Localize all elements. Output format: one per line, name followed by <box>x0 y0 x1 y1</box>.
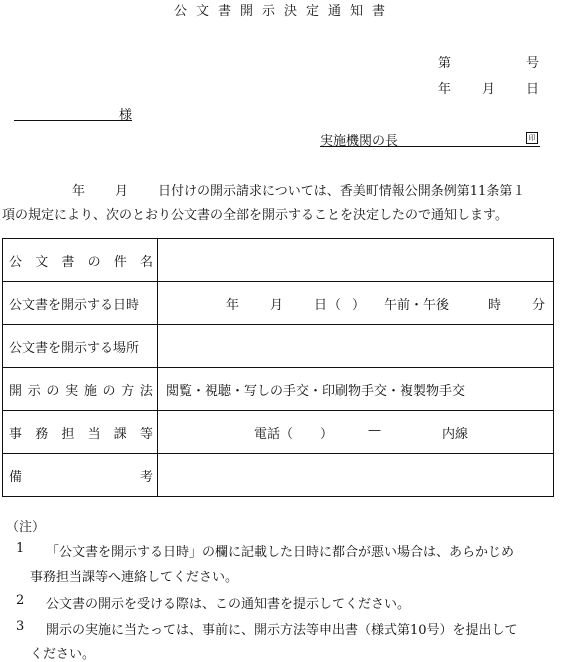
dt-day-label: 日 <box>314 298 328 313</box>
table-row <box>3 239 554 282</box>
label-subject: 公 文 書 の 件 名 <box>9 254 153 270</box>
remarks-value-cell[interactable] <box>158 454 554 497</box>
date-year-label: 年 <box>438 82 452 97</box>
extension-label: 内線 <box>442 427 469 442</box>
dt-paren-close: ） <box>352 298 366 313</box>
datetime-value-cell[interactable] <box>158 282 554 325</box>
row-label-cell <box>3 239 158 282</box>
body-month-label: 月 <box>115 184 129 199</box>
table-row <box>3 325 554 368</box>
phone-dash: — <box>368 423 381 438</box>
body-line-1 <box>4 180 525 204</box>
row-label-cell <box>3 411 158 454</box>
table-row <box>3 411 554 454</box>
note-3-line-1: 開示の実施に当たっては、事前に、開示方法等申出書（様式第10号）を提出して <box>46 623 518 638</box>
table-row <box>3 282 554 325</box>
body-line-1-text: 日付けの開示請求については、香美町情報公開条例第11条第１ <box>158 184 526 199</box>
label-method: 開 示 の 実 施 の 方 法 <box>9 383 153 399</box>
label-place: 公文書を開示する場所 <box>9 340 140 356</box>
document-title: 公文書開示決定通知書 <box>173 4 394 19</box>
contact-value-cell[interactable] <box>158 411 554 454</box>
dt-paren-open: （ <box>328 298 342 313</box>
label-datetime: 公文書を開示する日時 <box>9 297 140 313</box>
note-2-number: 2 <box>16 593 25 608</box>
row-label-cell <box>3 368 158 411</box>
note-3-line-2: ください。 <box>30 647 96 662</box>
addressee-suffix: 様 <box>118 108 132 123</box>
number-dai: 第 <box>438 56 452 71</box>
row-label-cell <box>3 282 158 325</box>
method-value-cell[interactable] <box>158 368 554 411</box>
addressee-line <box>14 104 132 121</box>
sender-title: 実施機関の長 <box>320 134 399 149</box>
note-3-number: 3 <box>16 619 25 634</box>
row-label-cell <box>3 454 158 497</box>
subject-value-cell[interactable] <box>158 239 554 282</box>
sender-line <box>320 130 540 147</box>
table-row <box>3 454 554 497</box>
dt-minute-label: 分 <box>532 298 546 313</box>
seal-mark: 印 <box>526 132 538 144</box>
note-2-line-1: 公文書の開示を受ける際は、この通知書を提示してください。 <box>46 597 411 612</box>
phone-label: 電話（ <box>254 427 294 442</box>
dt-year-label: 年 <box>226 298 240 313</box>
date-month-label: 月 <box>482 82 496 97</box>
row-label-cell <box>3 325 158 368</box>
phone-paren-close: ） <box>320 427 334 442</box>
note-1-line-2: 事務担当課等へ連絡してください。 <box>30 570 239 585</box>
dt-hour-label: 時 <box>488 298 502 313</box>
note-1-number: 1 <box>16 541 25 556</box>
label-department: 事 務 担 当 課 等 <box>9 426 153 442</box>
date-day-label: 日 <box>526 82 540 97</box>
dt-ampm: 午前・午後 <box>384 298 450 313</box>
disclosure-table <box>2 238 554 497</box>
body-year-label: 年 <box>72 184 86 199</box>
note-1-line-1: 「公文書を開示する日時」の欄に記載した日時に都合が悪い場合は、あらかじめ <box>46 545 515 560</box>
method-options: 閲覧・視聴・写しの手交・印刷物手交・複製物手交 <box>166 383 466 399</box>
body-line-2: 項の規定により、次のとおり公文書の全部を開示することを決定したので通知します。 <box>2 208 508 223</box>
table-row <box>3 368 554 411</box>
place-value-cell[interactable] <box>158 325 554 368</box>
number-gou: 号 <box>526 56 540 71</box>
label-remarks: 備 考 <box>9 469 153 485</box>
dt-month-label: 月 <box>270 298 284 313</box>
notes-heading: （注） <box>6 520 46 535</box>
